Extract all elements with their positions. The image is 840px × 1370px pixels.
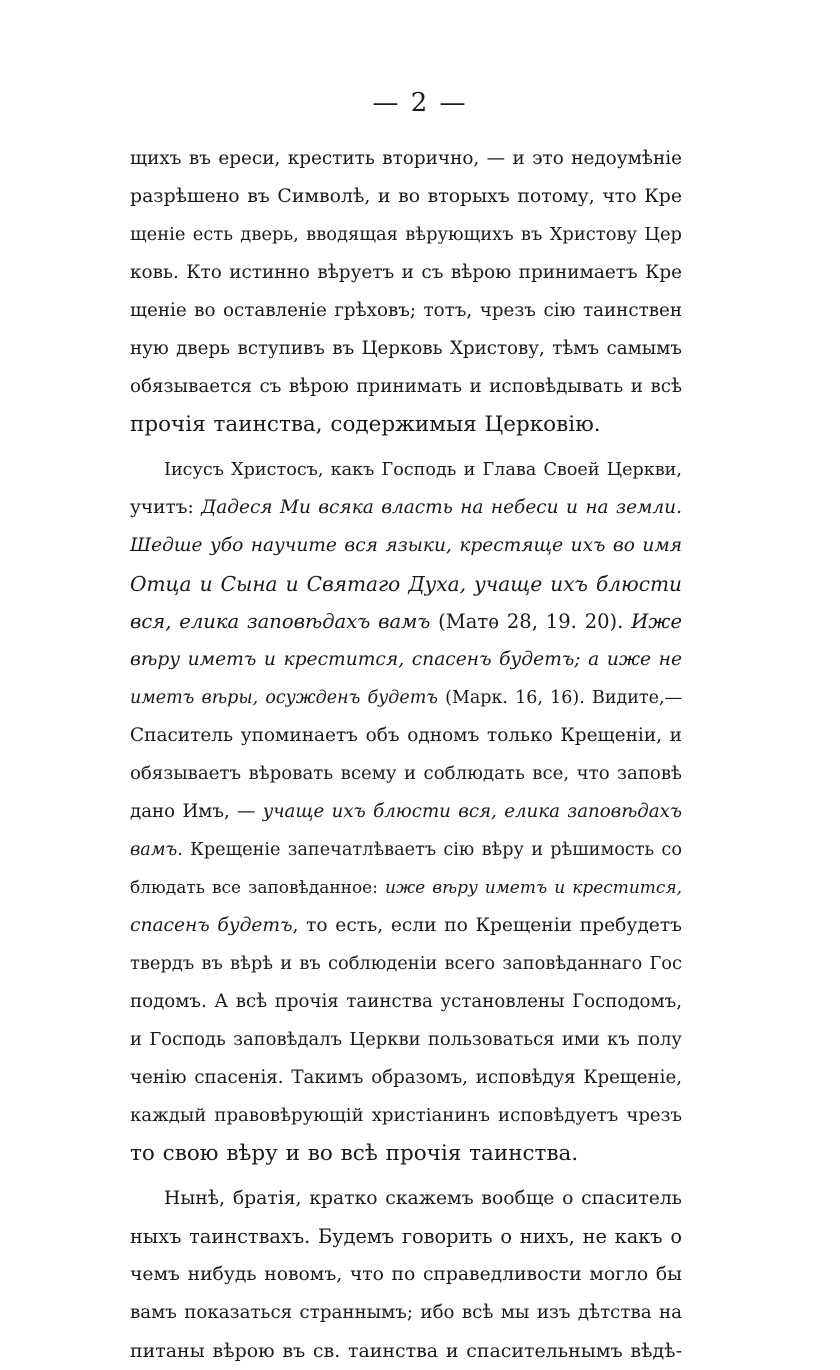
text-line: дано Имъ, — учаще ихъ блюсти вся, елика заповѣдахъ: [130, 801, 682, 822]
text-line: обязывается съ вѣрою принимать и исповѣдывать и всѣ: [130, 376, 682, 397]
text-line: прочія таинства, содержимыя Церковію.: [130, 412, 601, 437]
text-line: спасенъ будетъ, то есть, если по Крещеніи пребудетъ: [130, 915, 682, 936]
scripture-quote: вамъ: [130, 840, 178, 860]
text-line: вамъ. Крещеніе запечатлѣваетъ сію вѣру и рѣшимость со: [130, 840, 682, 860]
text-line: разрѣшено въ Символѣ, и во вторыхъ потому, что Кре: [130, 186, 682, 207]
scripture-quote: учаще ихъ блюсти вся, елика заповѣдахъ: [262, 801, 682, 822]
text-line: ную дверь вступивъ въ Церковь Христову, тѣмъ самымъ: [130, 338, 682, 359]
scripture-quote: иже вѣру иметъ и крестится,: [384, 878, 682, 898]
text-line: Іисусъ Христосъ, какъ Господь и Глава Своей Церкви,: [164, 460, 682, 480]
text-line: ченію спасенія. Такимъ образомъ, исповѣдуя Крещеніе,: [130, 1067, 682, 1088]
page-number: — 2 —: [372, 88, 468, 118]
text-line: [130, 679, 682, 717]
text-line: щеніе есть дверь, вводящая вѣрующихъ въ Христову Цер: [130, 224, 682, 245]
text-line: [130, 565, 682, 603]
text-line: вамъ показаться страннымъ; ибо всѣ мы изъ дѣтства на: [130, 1302, 682, 1323]
text-line: блюдать все заповѣданное: иже вѣру иметъ и крестится,: [130, 878, 682, 898]
text-line: обязываетъ вѣровать всему и соблюдать все, что заповѣ: [130, 763, 682, 784]
scripture-quote: спасенъ будетъ: [130, 915, 293, 936]
text-line: твердъ въ вѣрѣ и въ соблюденіи всего заповѣданнаго Гос: [130, 953, 682, 974]
scripture-quote: вся, елика заповѣдахъ вамъ: [130, 610, 431, 633]
text-line: ковь. Кто истинно вѣруетъ и съ вѣрою принимаетъ Кре: [130, 262, 682, 283]
text-line: [130, 641, 682, 679]
scripture-quote: Дадеся Ми всяка власть на небеси и на земли.: [201, 497, 682, 518]
text-line: подомъ. А всѣ прочія таинства установлены Господомъ,: [130, 991, 682, 1012]
scripture-quote: Отца и Сына и Святаго Духа, учаще ихъ блюсти: [130, 572, 682, 596]
text-line: питаны вѣрою въ св. таинства и спасительнымъ вѣдѣ-: [130, 1340, 682, 1362]
text-line: [130, 603, 682, 641]
text-line: учитъ: Дадеся Ми всяка власть на небеси и на земли.: [130, 497, 682, 518]
text-line: ныхъ таинствахъ. Будемъ говорить о нихъ, не какъ о: [130, 1225, 682, 1248]
text-line: каждый правовѣрующій христіанинъ исповѣдуетъ чрезъ: [130, 1105, 682, 1126]
text-line: щеніе во оставленіе грѣховъ; тотъ, чрезъ сію таинствен: [130, 300, 682, 321]
text-line: Спаситель упоминаетъ объ одномъ только Крещеніи, и: [130, 725, 682, 746]
text-line: щихъ въ ереси, крестить вторично, — и это недоумѣніе: [130, 148, 682, 169]
text-line: и Господь заповѣдалъ Церкви пользоваться ими къ полу: [130, 1029, 682, 1050]
scripture-quote: Шедше убо научите вся языки, крестяще ихъ во имя: [130, 535, 682, 556]
text-line: [130, 527, 682, 565]
scripture-quote: Иже: [631, 610, 683, 633]
citation: (Марк. 16, 16). Видите,—: [437, 688, 682, 708]
scripture-quote: вѣру иметъ и крестится, спасенъ будетъ; а иже не: [130, 649, 682, 670]
body-text: [130, 140, 682, 1370]
citation: (Матѳ 28, 19. 20).: [430, 610, 632, 633]
text-line: Нынѣ, братія, кратко скажемъ вообще о спаситель: [164, 1188, 682, 1209]
scripture-quote: иметъ вѣры, осужденъ будетъ: [130, 688, 438, 708]
text-line: то свою вѣру и во всѣ прочія таинства.: [130, 1141, 579, 1166]
text-line: чемъ нибудь новомъ, что по справедливости могло бы: [130, 1264, 682, 1285]
